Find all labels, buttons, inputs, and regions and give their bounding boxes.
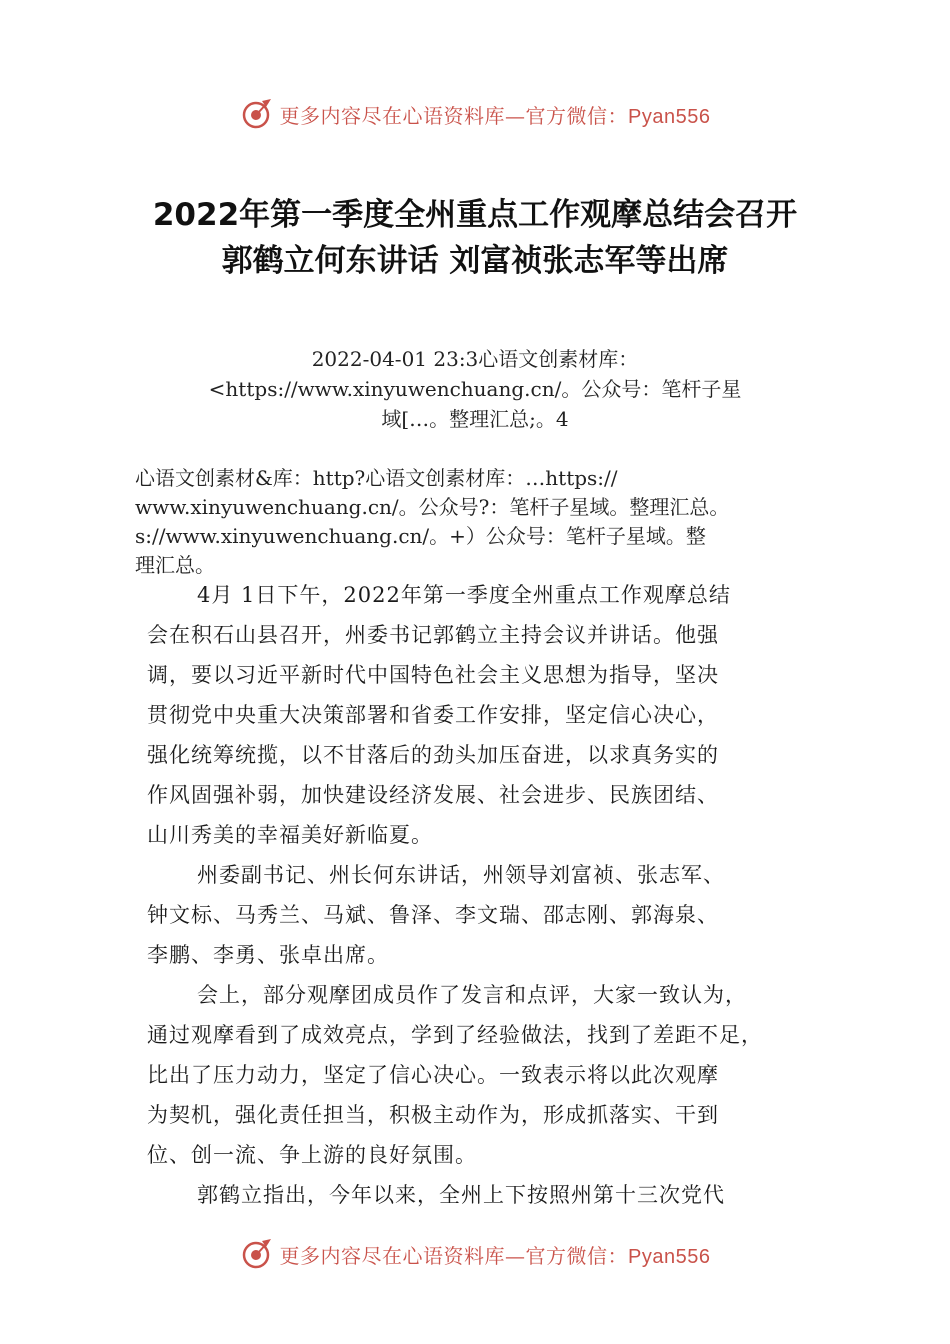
paragraph-line: 州委副书记、州长何东讲话，州领导刘富祯、张志军、 (197, 863, 725, 887)
paragraph-line: 调，要以习近平新时代中国特色社会主义思想为指导，坚决 (147, 663, 719, 687)
paragraph-line: 李鹏、李勇、张卓出席。 (147, 943, 389, 967)
footer-banner (0, 1234, 950, 1274)
paragraph-line: 4月 1日下午，2022年第一季度全州重点工作观摩总结 (197, 583, 731, 607)
source-line: www.xinyuwenchuang.cn/。公众号?：笔杆子星域。整理汇总。 (135, 495, 730, 519)
paragraph-line: 比出了压力动力，坚定了信心决心。一致表示将以此次观摩 (147, 1063, 719, 1087)
paragraph-line: 郭鹤立指出，今年以来，全州上下按照州第十三次党代 (197, 1183, 725, 1207)
meta-line: 域[…。整理汇总;。4 (381, 407, 569, 431)
paragraph-line: 位、创一流、争上游的良好氛围。 (147, 1143, 477, 1167)
paragraph-line: 钟文标、马秀兰、马斌、鲁泽、李文瑞、邵志刚、郭海泉、 (147, 903, 719, 927)
paragraph-line: 贯彻党中央重大决策部署和省委工作安排，坚定信心决心， (147, 703, 719, 727)
paragraph-line: 通过观摩看到了成效亮点，学到了经验做法，找到了差距不足， (147, 1023, 763, 1047)
meta-line: 2022-04-01 23:3心语文创素材库： (311, 347, 639, 371)
paragraph-line: 强化统筹统揽，以不甘落后的劲头加压奋进，以求真务实的 (147, 743, 719, 767)
paragraph-line: 会在积石山县召开，州委书记郭鹤立主持会议并讲话。他强 (147, 623, 719, 647)
meta-line: <https://www.xinyuwenchuang.cn/。公众号：笔杆子星 (208, 377, 742, 401)
wechat-id: Pyan556 (628, 105, 711, 128)
document-title: 2022年第一季度全州重点工作观摩总结会召开 郭鹤立何东讲话 刘富祯张志军等出席 (152, 197, 798, 279)
header-banner (0, 94, 950, 134)
banner-text: 更多内容尽在心语资料库—官方微信：Pyan556 (279, 1243, 711, 1268)
paragraph-line: 山川秀美的幸福美好新临夏。 (147, 823, 433, 847)
paragraph-line: 会上，部分观摩团成员作了发言和点评，大家一致认为， (197, 983, 747, 1007)
source-line: 心语文创素材&库：http?心语文创素材库：…https:// (135, 466, 618, 490)
paragraph-line: 为契机，强化责任担当，积极主动作为，形成抓落实、干到 (147, 1103, 719, 1127)
paragraph-line: 作风固强补弱，加快建设经济发展、社会进步、民族团结、 (147, 783, 719, 807)
wechat-id: Pyan556 (628, 1245, 711, 1268)
banner-text: 更多内容尽在心语资料库—官方微信：Pyan556 (279, 103, 711, 128)
source-line: 理汇总。 (135, 553, 215, 577)
quill-logo-icon (240, 1237, 274, 1271)
source-line: s://www.xinyuwenchuang.cn/。+）公众号：笔杆子星域。整 (135, 524, 706, 548)
quill-logo-icon (240, 97, 274, 131)
